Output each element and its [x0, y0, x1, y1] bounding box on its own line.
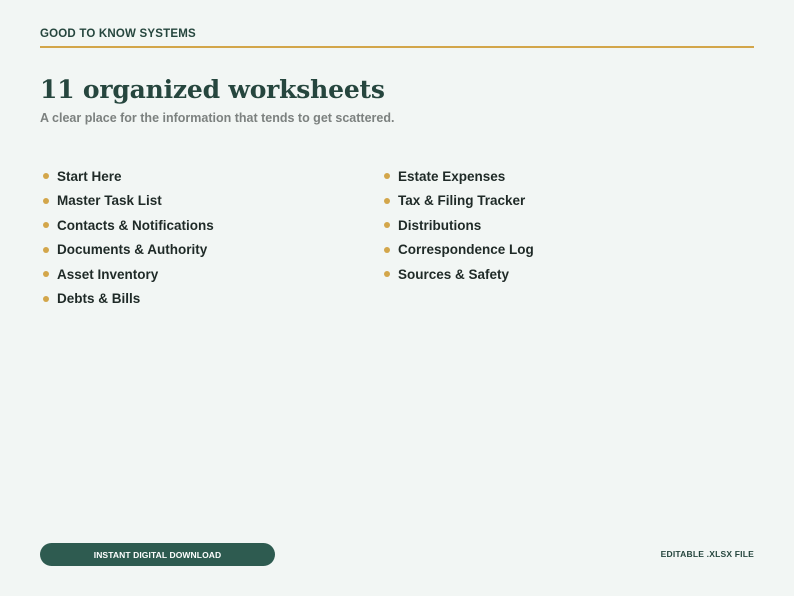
- worksheet-label: Asset Inventory: [57, 266, 159, 282]
- worksheet-label: Tax & Filing Tracker: [398, 193, 526, 209]
- worksheet-label: Master Task List: [57, 193, 162, 209]
- worksheet-label: Documents & Authority: [57, 242, 208, 258]
- list-item: [40, 287, 214, 312]
- worksheet-label: Contacts & Notifications: [57, 217, 214, 233]
- bullet-dot-icon: [43, 296, 49, 302]
- file-type-label: EDITABLE .XLSX FILE: [660, 549, 754, 559]
- bullet-dot-icon: [384, 247, 390, 253]
- page-title: 11 organized worksheets: [40, 75, 385, 104]
- bullet-dot-icon: [384, 198, 390, 204]
- bullet-dot-icon: [43, 247, 49, 253]
- worksheet-label: Start Here: [57, 168, 122, 184]
- worksheet-list-left: [40, 164, 214, 311]
- list-item: [40, 189, 214, 214]
- worksheet-label: Debts & Bills: [57, 291, 141, 307]
- list-item: [40, 164, 214, 189]
- page-subtitle: A clear place for the information that tends to get scattered.: [40, 111, 395, 125]
- worksheet-label: Correspondence Log: [398, 242, 534, 258]
- instant-download-badge[interactable]: [40, 543, 275, 566]
- instant-download-label: INSTANT DIGITAL DOWNLOAD: [93, 549, 222, 560]
- worksheet-label: Estate Expenses: [398, 168, 506, 184]
- worksheet-label: Sources & Safety: [398, 266, 510, 282]
- header-divider: [40, 46, 754, 48]
- worksheet-label: Distributions: [398, 217, 482, 233]
- list-item: [40, 238, 214, 263]
- bullet-dot-icon: [43, 173, 49, 179]
- list-item: [40, 213, 214, 238]
- bullet-dot-icon: [384, 222, 390, 228]
- list-item: [381, 164, 534, 189]
- bullet-dot-icon: [43, 271, 49, 277]
- brand-name: GOOD TO KNOW SYSTEMS: [40, 28, 196, 40]
- list-item: [40, 262, 214, 287]
- list-item: [381, 189, 534, 214]
- list-item: [381, 238, 534, 263]
- list-item: [381, 213, 534, 238]
- bullet-dot-icon: [43, 222, 49, 228]
- bullet-dot-icon: [43, 198, 49, 204]
- list-item: [381, 262, 534, 287]
- bullet-dot-icon: [384, 271, 390, 277]
- worksheet-list-right: [381, 164, 534, 287]
- bullet-dot-icon: [384, 173, 390, 179]
